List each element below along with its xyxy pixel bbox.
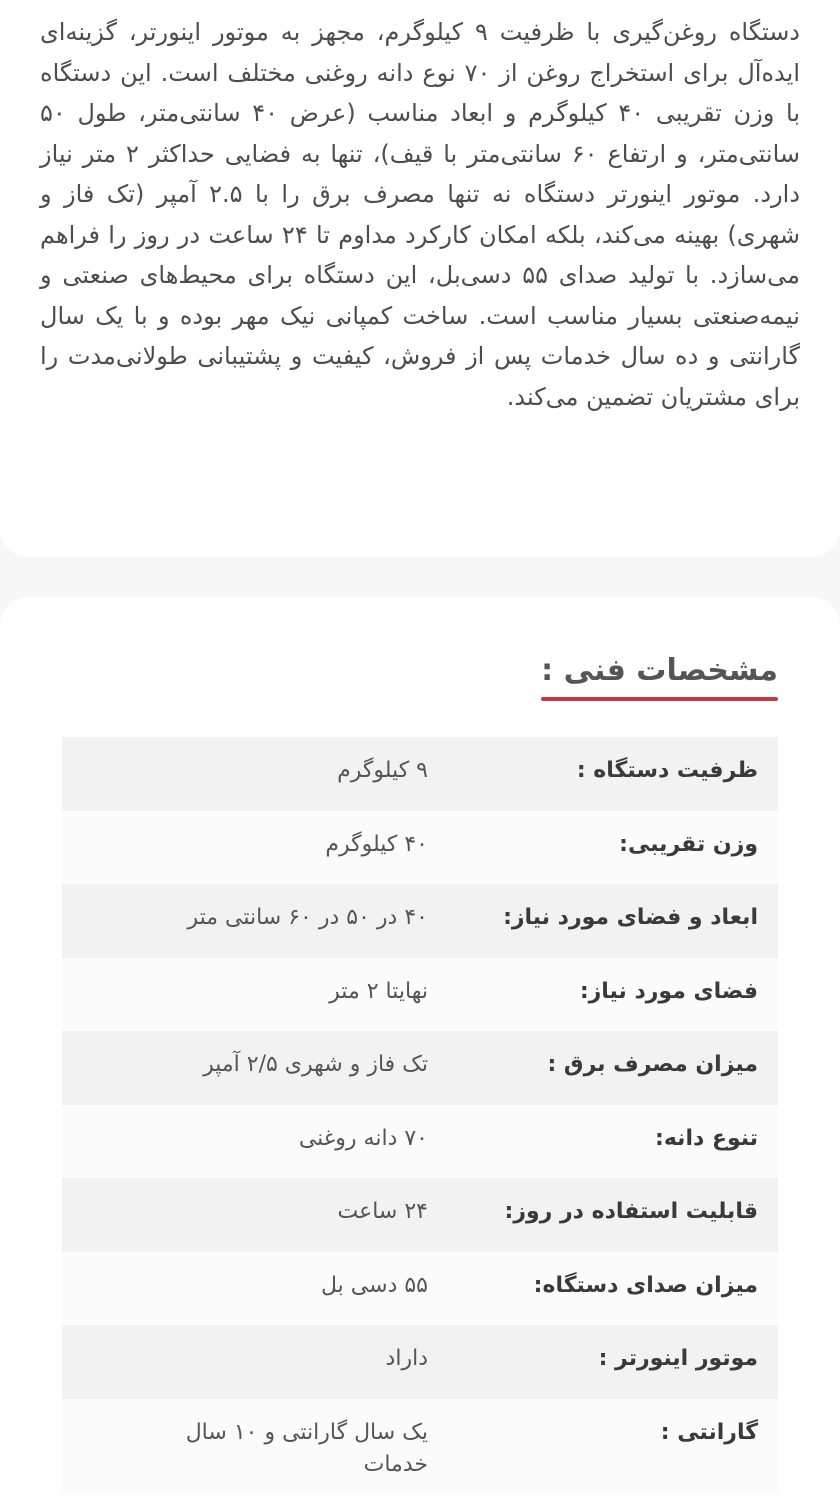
spec-label: قابلیت استفاده در روز: — [504, 1199, 758, 1224]
spec-label: موتور اینورتر : — [598, 1346, 758, 1371]
spec-value: تک فاز و شهری ۲/۵ آمپر — [203, 1052, 428, 1077]
spec-label: فضای مورد نیاز: — [579, 978, 758, 1004]
spec-row-daily-usage — [62, 1178, 778, 1252]
technical-specs-card — [0, 597, 840, 1500]
spec-label: میزان مصرف برق : — [547, 1052, 758, 1077]
specs-heading — [541, 647, 778, 701]
spec-row-capacity — [62, 737, 778, 811]
spec-label: میزان صدای دستگاه: — [533, 1272, 758, 1298]
specs-table — [62, 737, 778, 1494]
spec-value: ۲۴ ساعت — [337, 1199, 428, 1224]
spec-row-dimensions — [62, 884, 778, 958]
spec-row-inverter — [62, 1325, 778, 1399]
spec-row-space — [62, 958, 778, 1032]
spec-value: ۴۰ در ۵۰ در ۶۰ سانتی متر — [187, 905, 428, 930]
spec-value: یک سال گارانتی و ۱۰ سال خدمات — [185, 1419, 428, 1477]
spec-value: ۵۵ دسی بل — [321, 1272, 428, 1298]
spec-label: گارانتی : — [660, 1419, 758, 1445]
spec-row-power — [62, 1031, 778, 1105]
spec-value: ۹ کیلوگرم — [337, 758, 428, 783]
spec-label: تنوع دانه: — [655, 1125, 758, 1151]
spec-row-noise — [62, 1252, 778, 1326]
spec-row-warranty — [62, 1399, 778, 1494]
spec-label: ابعاد و فضای مورد نیاز: — [503, 905, 758, 930]
spec-label: ظرفیت دستگاه : — [576, 758, 758, 783]
spec-value: نهایتا ۲ متر — [329, 978, 428, 1004]
spec-label: وزن تقریبی: — [619, 831, 758, 857]
product-description: دستگاه روغن‌گیری با ظرفیت ۹ کیلوگرم، مجهز به موتور اینورتر، گزینه‌ای ایده‌آل برای استخراج روغن از ۷۰ نوع دانه روغنی مختلف است. این دستگاه با وزن تقریبی ۴۰ کیلوگرم و ابعاد مناسب (عرض ۴۰ سانتی‌متر، طول ۵۰ سانتی‌متر، و ارتفاع ۶۰ سانتی‌متر با قیف)، تنها به فضایی حداکثر ۲ متر نیاز دارد. موتور اینورتر دستگاه نه تنها مصرف برق را با ۲.۵ آمپر (تک فاز و شهری) بهینه می‌کند، بلکه امکان کارکرد مداوم تا ۲۴ ساعت در روز را فراهم می‌سازد. با تولید صدای ۵۵ دسی‌بل، این دستگاه برای محیط‌های صنعتی و نیمه‌صنعتی بسیار مناسب است. ساخت کمپانی نیک مهر بوده و با یک سال گارانتی و ده سال خدمات پس از فروش، کیفیت و پشتیبانی طولانی‌مدت را برای مشتریان تضمین می‌کند. — [40, 18, 801, 411]
description-card — [0, 0, 840, 557]
specs-title: مشخصات فنی : — [541, 653, 778, 688]
spec-value: ۴۰ کیلوگرم — [325, 831, 428, 857]
spec-value: ۷۰ دانه روغنی — [298, 1125, 428, 1151]
spec-row-weight — [62, 811, 778, 885]
spec-value: داراد — [385, 1346, 428, 1371]
title-underline — [541, 697, 778, 701]
spec-row-seed-variety — [62, 1105, 778, 1179]
